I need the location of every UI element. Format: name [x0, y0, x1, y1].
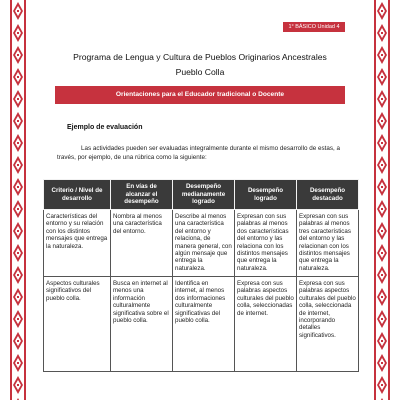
- table-cell: Identifica en internet, al menos dos informaciones culturalmente significativas del pueblo colla.: [173, 277, 235, 372]
- header-level-4: Desempeño destacado: [297, 180, 359, 210]
- table-cell: Describe al menos una característica del entorno y relaciona, de manera general, con algún mensaje que entrega la naturaleza.: [173, 210, 235, 277]
- program-subtitle: Pueblo Colla: [175, 67, 225, 77]
- table-row: [44, 277, 359, 372]
- header-level-1: En vías de alcanzar el desempeño: [111, 180, 173, 210]
- decorative-border-right: [374, 0, 390, 400]
- table-cell: Expresan con sus palabras al menos dos características del entorno y las relaciona con los distintos mensajes que entrega la naturaleza.: [235, 210, 297, 277]
- header-level-2: Desempeño medianamente logrado: [173, 180, 235, 210]
- header-criterion: Criterio / Nivel de desarrollo: [44, 180, 111, 210]
- table-row: [44, 210, 359, 277]
- section-title: Ejemplo de evaluación: [67, 124, 143, 131]
- table-cell: Aspectos culturales significativos del pueblo colla.: [44, 277, 111, 372]
- table-cell: Expresa con sus palabras aspectos culturales del pueblo colla, seleccionada de internet, incorporando detalles significativos.: [297, 277, 359, 372]
- header-level-3: Desempeño logrado: [235, 180, 297, 210]
- table-cell: Expresan con sus palabras al menos tres características del entorno y las relacionan con los distintos mensajes que entrega la naturaleza.: [297, 210, 359, 277]
- rubric-header-row: [44, 180, 359, 210]
- rubric-table: [43, 179, 359, 372]
- table-cell: Busca en internet al menos una información culturalmente significativa sobre el pueblo colla.: [111, 277, 173, 372]
- section-banner: [55, 86, 345, 104]
- program-title: Programa de Lengua y Cultura de Pueblos Originarios Ancestrales: [73, 52, 327, 62]
- table-cell: Expresa con sus palabras aspectos culturales del pueblo colla, seleccionadas de internet.: [235, 277, 297, 372]
- intro-paragraph: Las actividades pueden ser evaluadas integralmente durante el mismo desarrollo de estas, a través, por ejemplo, de una rúbrica como la siguiente:: [57, 145, 341, 161]
- table-cell: Nombra al menos una característica del entorno.: [111, 210, 173, 277]
- banner-text: Orientaciones para el Educador tradicional o Docente: [115, 91, 285, 98]
- table-cell: Características del entorno y su relación con los distintos mensajes que entrega la naturaleza.: [44, 210, 111, 277]
- decorative-border-left: [10, 0, 26, 400]
- unit-tag: 1° BÁSICO Unidad 4: [283, 22, 345, 32]
